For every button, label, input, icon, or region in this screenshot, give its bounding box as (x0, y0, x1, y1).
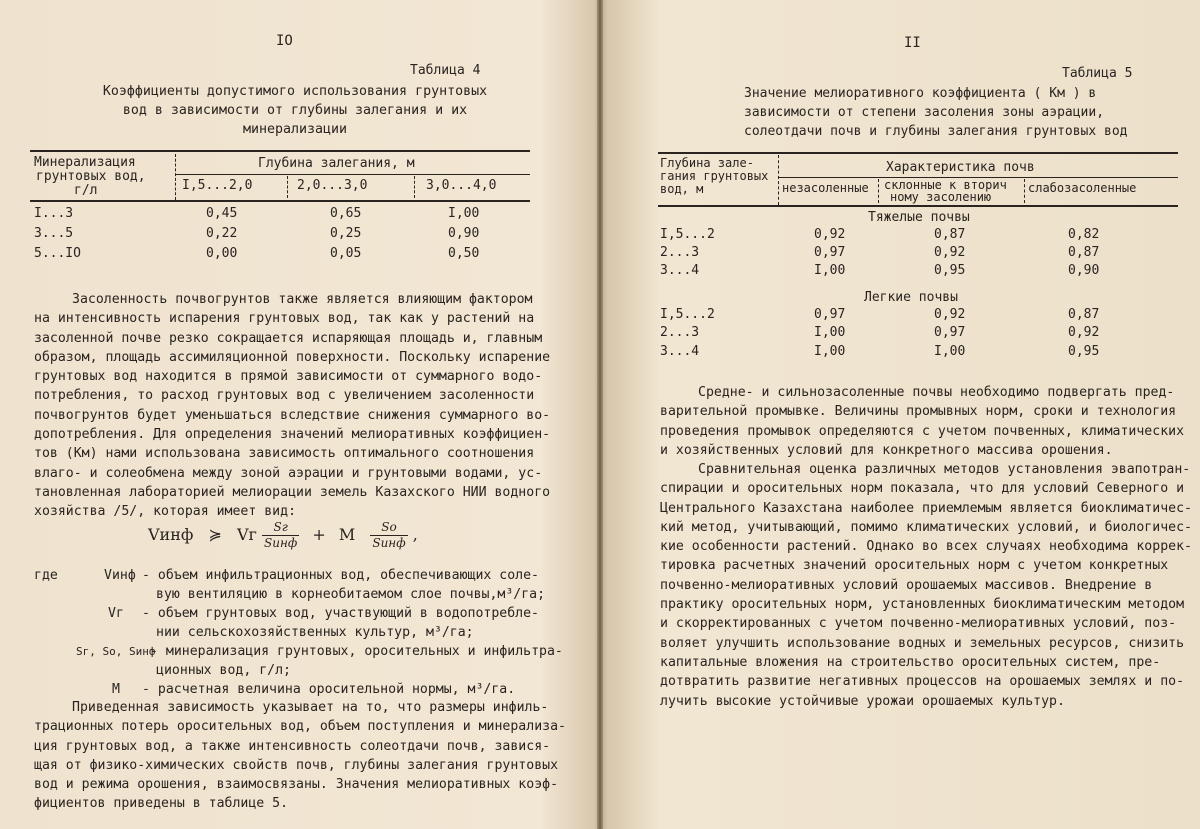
formula-plus: + (312, 525, 326, 544)
text-line: - расчетная величина оросительной нормы, м³/га. (142, 682, 516, 697)
text-line: влаго- и солеобмена между зоной аэрации и грунтовыми водами, ус- (34, 465, 543, 481)
table-cell: 0,92 (934, 307, 966, 322)
title-line: Значение мелиоративного коэффициента ( Kм ) в (744, 86, 1097, 101)
text-line: и скорректированных с учетом почвенно-мелиоративных условий, поз- (660, 616, 1177, 632)
table-cell: 0,82 (1068, 227, 1100, 242)
text-line: ционных вод, г/л; (156, 663, 291, 679)
text-line: образом, площадь ассимиляционной поверхности. Поскольку испарение (34, 349, 551, 365)
formula-comma: , (412, 525, 418, 544)
text-line: и хозяйственных условий для конкретного массива орошения. (660, 442, 1113, 458)
text-line: - минерализация грунтовых, оросительных и инфильтра- (150, 644, 563, 659)
fraction-numerator: Sг (262, 520, 299, 536)
table-cell: I,5...2 (660, 227, 715, 242)
definition (142, 566, 545, 605)
table-cell: 0,45 (206, 206, 238, 221)
formula-fraction (370, 520, 407, 551)
table-cell: 0,97 (934, 325, 966, 340)
definition (142, 604, 539, 643)
column-header: 2,0...3,0 (297, 178, 368, 193)
text-line: лучить высокие устойчивые урожаи орошаемых культур. (660, 693, 1065, 709)
table-cell: 0,92 (1068, 325, 1100, 340)
table-cell: 0,90 (448, 226, 480, 241)
table-head-rule (658, 205, 1178, 207)
text-line: кие особенности растений. Однако во всех случаях необходима коррек- (660, 539, 1192, 555)
text-line: Средне- и сильнозасоленные почвы необходимо подвергать пред- (698, 385, 1175, 400)
text-line: вую вентиляцию в корнеобитаемом слое почвы,м³/га; (156, 587, 546, 603)
column-divider (414, 176, 415, 198)
text-line: варительной промывке. Величины промывных норм, сроки и технология (660, 404, 1177, 420)
table-cell: I,00 (814, 344, 846, 359)
column-header-line: склонные к вторич (884, 178, 1007, 192)
column-divider (878, 179, 879, 203)
table-head-group: Глубина залегания, м (258, 156, 415, 171)
text-line: вод и режима орошения, взаимосвязаны. Значения мелиоративных коэф- (34, 777, 559, 793)
title-line: солеотдачи почв и глубины залегания грунтовых вод (744, 124, 1128, 139)
head-group-rule (175, 174, 530, 175)
text-line: Центрального Казахстана наиболее приемлемым является биоклиматичес- (660, 500, 1192, 516)
table-cell: 0,65 (330, 206, 362, 221)
text-line: проведения промывок определяются с учетом почвенных, климатических (660, 423, 1185, 439)
fraction-numerator: So (370, 520, 407, 536)
paragraph (660, 460, 1192, 711)
formula-relation: ≽ (208, 525, 222, 544)
table-title (744, 84, 1128, 141)
right-page (602, 0, 1200, 829)
text-line: допотребления. Для определения значений мелиоративных коэффициен- (34, 427, 551, 443)
text-line: щая от физико-химических свойств почв, глубины залегания грунтовых (34, 757, 559, 773)
column-header: 3,0...4,0 (426, 178, 497, 193)
fraction-denominator: Sинф (372, 536, 406, 550)
table-cell: 0,92 (934, 245, 966, 260)
table-cell: I,00 (448, 206, 480, 221)
text-line: - объем грунтовых вод, участвующий в водопотребле- (142, 606, 539, 621)
table-cell: 3...4 (660, 344, 700, 359)
column-header: I,5...2,0 (182, 178, 253, 193)
table-section-label: Тяжелые почвы (868, 210, 970, 225)
text-line: тировка расчетных значений оросительных норм с учетом конкретных (660, 558, 1169, 574)
table-title: Коэффициенты допустимого использования грунтовых вод в зависимости от глубины залегания и их минерализации (102, 84, 488, 137)
table-cell: 0,97 (814, 245, 846, 260)
formula-lhs: Vинф (148, 525, 194, 544)
formula-fraction (262, 520, 299, 551)
table-top-rule (658, 152, 1178, 154)
definition-symbol: M (112, 682, 120, 697)
paragraph (660, 383, 1184, 460)
text-line: капитальные вложения на строительство оросительных систем, пре- (660, 654, 1161, 670)
table-cell: 0,50 (448, 246, 480, 261)
fraction-denominator: Sинф (264, 536, 298, 550)
text-line: дотвратить развитие негативных процессов на орошаемых землях и по- (660, 674, 1185, 690)
definition (150, 642, 563, 681)
table-cell: 0,87 (1068, 245, 1100, 260)
table-top-rule (30, 150, 530, 152)
table-cell: I,00 (814, 263, 846, 278)
paragraph (34, 698, 566, 814)
table-cell: 0,25 (330, 226, 362, 241)
definition (142, 680, 515, 699)
left-page (0, 0, 598, 829)
column-header: незасоленные (782, 181, 869, 195)
head-left-line: вод, м (660, 182, 704, 196)
table-caption: Таблица 5 (1062, 66, 1133, 81)
text-line: трационных потерь оросительных вод, объем поступления и минерализа- (34, 719, 566, 735)
table-caption: Таблица 4 (410, 63, 481, 78)
head-left-line: грунтовых вод, (36, 169, 146, 184)
formula-term: M (338, 525, 356, 544)
table-cell: 0,87 (934, 227, 966, 242)
table-cell: 0,00 (206, 246, 238, 261)
table-cell: 0,05 (330, 246, 362, 261)
text-line: тановленная лабораторией мелиорации земель Казахского НИИ водного (34, 484, 551, 500)
page-number: IO (276, 33, 293, 49)
table-cell: 5...IO (34, 246, 81, 261)
text-line: почвогрунтов будет уменьшаться вследствие снижения суммарного во- (34, 407, 551, 423)
table-cell: 0,87 (1068, 307, 1100, 322)
title-line: зависимости от степени засоления зоны аэрации, (744, 105, 1105, 120)
column-divider (1024, 179, 1025, 203)
text-line: засоленной почве резко сокращается испаряющая площадь и, главным (34, 330, 543, 346)
text-line: практику оросительных норм, установленных биоклиматическим методом (660, 597, 1185, 613)
table-cell: I...3 (34, 206, 74, 221)
paragraph (34, 290, 550, 522)
text-line: нии сельскохозяйственных культур, м³/га; (156, 625, 474, 641)
table-cell: 0,90 (1068, 263, 1100, 278)
table-cell: I,5...2 (660, 307, 715, 322)
table-cell: 2...3 (660, 245, 700, 260)
table-head-group: Характеристика почв (886, 160, 1035, 175)
formula-term: Vг (237, 525, 257, 544)
table-cell: 2...3 (660, 325, 700, 340)
text-line: грунтовых вод находится в прямой зависимости от суммарного водо- (34, 369, 543, 385)
definition-symbol: Vг (108, 606, 124, 621)
head-left-line: г/л (74, 183, 98, 198)
text-line: на интенсивность испарения грунтовых вод, так как у растений на (34, 311, 535, 327)
column-header (884, 179, 1007, 203)
head-left-line: Минерализация (34, 155, 136, 170)
table-cell: 3...4 (660, 263, 700, 278)
definition-symbol: Sг, Sо, Sинф (76, 645, 156, 658)
head-left-line: Глубина зале- (660, 156, 754, 170)
table-cell: 0,95 (934, 263, 966, 278)
table-cell: 0,22 (206, 226, 238, 241)
table-cell: 0,97 (814, 307, 846, 322)
text-line: потребления, то расход грунтовых вод с увеличением засоленности (34, 388, 535, 404)
where-word: где (34, 568, 58, 583)
formula (148, 520, 418, 551)
table-head-rule (30, 200, 530, 202)
text-line: Сравнительная оценка различных методов установления эвапотран- (698, 462, 1191, 477)
head-left-line: гания грунтовых (660, 169, 769, 183)
text-line: фициентов приведены в таблице 5. (34, 796, 289, 812)
text-line: Приведенная зависимость указывает на то, что размеры инфиль- (72, 700, 549, 715)
text-line: воляет улучшить использование водных и земельных ресурсов, снизить (660, 635, 1185, 651)
column-header: слабозасоленные (1028, 181, 1137, 195)
column-divider (778, 155, 779, 205)
text-line: ция грунтовых вод, а также интенсивность солеотдачи почв, завися- (34, 738, 551, 754)
text-line: почвенно-мелиоративных условий орошаемых массивов. Внедрение в (660, 577, 1153, 593)
text-line: хозяйства /5/, которая имеет вид: (34, 504, 297, 520)
table-head-left (660, 157, 768, 196)
text-line: - объем инфильтрационных вод, обеспечивающих соле- (142, 568, 539, 583)
table-section-label: Легкие почвы (864, 290, 958, 305)
table-cell: I,00 (934, 344, 966, 359)
text-line: кий метод, учитывающий, помимо климатических условий, и биологичес- (660, 519, 1192, 535)
table-cell: 3...5 (34, 226, 74, 241)
table-head-left (34, 156, 146, 198)
text-line: тов (Kм) нами использована зависимость оптимального соотношения (34, 446, 535, 462)
text-line: Засоленность почвогрунтов также является влияющим фактором (72, 292, 533, 307)
definition-symbol: Vинф (104, 568, 136, 583)
column-divider (287, 176, 288, 198)
column-divider (175, 154, 176, 200)
column-header-line: ному засолению (890, 190, 992, 204)
table-cell: 0,95 (1068, 344, 1100, 359)
page-number: II (904, 35, 921, 51)
text-line: спирации и оросительных норм показала, что для условий Северного и (660, 481, 1185, 497)
table-cell: I,00 (814, 325, 846, 340)
table-cell: 0,92 (814, 227, 846, 242)
